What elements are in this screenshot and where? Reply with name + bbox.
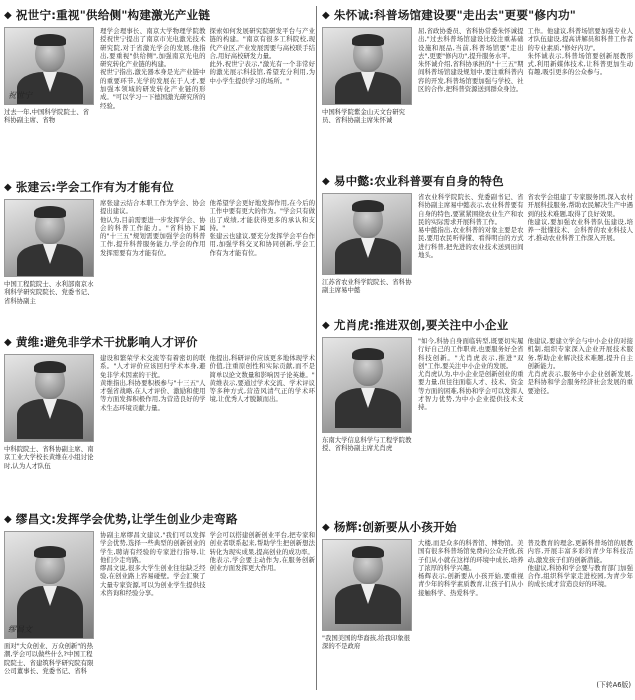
paragraph: 此外,祝世宁表示,"激光有一个非常好的激光展示科技馆,希望充分利用,为中小学生提供学习的场所。"	[209, 60, 315, 85]
text-column	[528, 27, 634, 169]
article-body	[4, 354, 315, 502]
paragraph: 理学会理事长、南京大学物理学院教授祝世宁提出了南京市光电激光技术研究院,对于省激光学会的发展,他指出,要重视"供给侧",加强南京光电的研究转化产业链的构建。	[100, 27, 206, 69]
article-body	[4, 531, 315, 693]
portrait-photo	[4, 354, 94, 442]
article-headline	[4, 178, 315, 196]
portrait-photo	[322, 539, 412, 631]
article-body	[322, 27, 633, 169]
photo-block	[322, 337, 412, 453]
photo-signature: 祝世宁	[8, 91, 32, 100]
article-zhang-jianyun	[4, 178, 315, 328]
paragraph: 杨辉表示,创新要从小孩开始,要重视青少年的科学素质教育,让孩子们从小接触科学、热爱科学。	[418, 572, 524, 597]
paragraph: 大楼,而是众多的科普馆、博物馆。美国有很多科普场馆免费向公众开放,孩子们从小就在这样的环境中成长,培养了浓厚的科学兴趣。	[418, 539, 524, 572]
portrait-photo	[322, 27, 412, 105]
article-text	[100, 531, 315, 693]
paragraph: 屈,省政协委员、省科协常委朱怀诚提出,"过去科普场馆建设比较注重基础设施和展品,当前,科普场馆要"走出去",更要"修内功",提升服务水平。	[418, 27, 524, 60]
photo-caption: 过去一年,中国科学院院士、省科协副主席、省物	[4, 108, 90, 125]
photo-block	[4, 199, 94, 305]
paragraph: 工作。他建议,科普场馆要加强专业人才队伍建设,提高讲解员和科普工作者的专业素质,"修好内功"。	[527, 27, 633, 52]
article-text	[418, 337, 633, 511]
article-text	[418, 193, 633, 310]
headline-text: 缪昌文:发挥学会优势,让学生创业少走弯路	[15, 512, 238, 526]
headline-text: 祝世宁:重视"供给侧"构建激光产业链	[15, 8, 211, 22]
diamond-icon: ◆	[322, 319, 330, 331]
right-column	[322, 0, 633, 700]
article-headline	[322, 6, 633, 24]
photo-signature: 缪昌文	[8, 625, 32, 634]
paragraph: 他建议,科协和学会要与教育部门加强合作,组织科学家走进校园,为青少年的成长成才营造良好的环境。	[527, 563, 633, 589]
paragraph: 他希望学会更好地发挥作用,在今后的工作中要有更大的作为。"学会只有做出了成绩,才能获得更多的承认和支持。"	[209, 199, 315, 232]
article-zhu-shishi	[4, 6, 315, 171]
text-column	[528, 193, 634, 310]
portrait-photo	[322, 337, 412, 433]
article-huang-wei	[4, 333, 315, 503]
paragraph: 尤肖虎表示,服务中小企业创新发展,是科协和学会服务经济社会发展的重要途径。	[527, 370, 633, 395]
photo-caption: 中国工程院院士、水利部南京水利科学研究院院长、党委书记、省科协副主	[4, 280, 94, 305]
photo-caption: 中科院院士、省科协副主席、南京工业大学校长黄维在小组讨论时,认为人才队伍	[4, 445, 94, 470]
portrait-photo	[4, 199, 94, 277]
headline-text: 朱怀诚:科普场馆建设要"走出去"更要"修内功"	[333, 8, 576, 22]
paragraph: 他表示,学会要主动作为,在服务创新创业方面发挥更大作用。	[209, 555, 315, 573]
article-text	[100, 27, 315, 167]
portrait-photo	[322, 193, 412, 275]
text-column	[418, 193, 524, 310]
article-text	[100, 354, 315, 502]
headline-text: 黄维:避免非学术干扰影响人才评价	[15, 335, 198, 349]
text-column	[418, 27, 524, 169]
photo-block	[322, 539, 412, 651]
continued-note: (下转A6版)	[596, 681, 631, 689]
paragraph: 省农学会组建了专家服务团,深入农村开展科技服务,帮助农民解决生产中遇到的技术难题,取得了良好效果。	[527, 193, 633, 218]
article-body	[322, 337, 633, 511]
photo-caption: 中国科学院紫金山天文台研究员、省科协副主席朱怀诚	[322, 108, 406, 125]
headline-text: 杨辉:创新要从小孩开始	[333, 520, 457, 534]
article-body	[4, 27, 315, 167]
photo-block	[322, 27, 412, 125]
paragraph: 朱怀诚表示,科普场馆要创新展教形式,利用新媒体技术,让科普更加生动有趣,吸引更多的公众参与。	[527, 51, 633, 77]
paragraph: 他建议,要加强农业科普队伍建设,培养一批懂技术、会科普的农业科技人才,推动农业科普工作深入开展。	[527, 217, 633, 243]
article-headline	[4, 510, 315, 528]
diamond-icon: ◆	[322, 9, 330, 21]
text-column	[100, 27, 206, 167]
paragraph: 朱怀诚介绍,省科协承担的"十三五"期间科普场馆建设规划中,要注重科普内容的开发,科普场馆要加强与学校、社区的合作,把科普资源送到群众身边。	[418, 60, 524, 94]
photo-block	[4, 354, 94, 470]
photo-block	[322, 193, 412, 295]
article-yi-zhongyi	[322, 172, 633, 312]
article-body	[322, 539, 633, 693]
headline-text: 易中懿:农业科普要有自身的特色	[333, 174, 504, 188]
paragraph: "如今,科协自身面临转型,既要切实履行好自己的工作职责,也要服务好全省科技创新。"尤肖虎表示,推进"双创"工作,要关注中小企业的发展。	[418, 337, 524, 370]
paragraph: 探索如何发展研究院研发平台与产业链的构建。"南京有很多工科院校,现代产业区,产业发展需要与高校联手结合,用好高校研发力量。	[209, 27, 315, 60]
photo-caption: 东南大学信息科学与工程学院教授、省科协副主席尤肖虎	[322, 436, 412, 453]
diamond-icon: ◆	[322, 521, 330, 533]
paragraph: 学会可以搭建创新创业平台,把专家和创业者联系起来,帮助学生把创新想法转化为现实成果,提高创业的成功率。	[209, 531, 315, 556]
paragraph: 建设和繁荣学术交流等有着密切的联系。"人才评价应该回归学术本身,避免非学术因素的干扰。	[100, 354, 206, 379]
article-headline	[322, 316, 633, 334]
text-column	[100, 531, 206, 693]
article-headline	[4, 6, 315, 24]
text-column	[210, 199, 316, 326]
paragraph: 省农业科学院院长、党委副书记、省科协副主席易中懿表示,农业科普要有自身的特色,要紧紧围绕农业生产和农民的实际需求开展科普工作。	[418, 193, 524, 226]
diamond-icon: ◆	[4, 9, 12, 21]
paragraph: 缪昌文说,很多大学生创业往往缺乏经验,在创业路上容易碰壁。学会汇聚了大量专家资源,可以为创业学生提供技术咨询和经验分享。	[100, 564, 206, 598]
article-yang-hui	[322, 518, 633, 696]
text-column	[528, 539, 634, 679]
article-zhu-huaicheng	[322, 6, 633, 171]
paragraph: 他建议,要建立学会与中小企业的对接机制,组织专家深入企业开展技术服务,帮助企业解决技术难题,提升自主创新能力。	[527, 337, 633, 370]
paragraph: 席张建云结合本职工作为学会、协会提出建议。	[100, 199, 206, 216]
paragraph: 尤肖虎认为,中小企业是创新创业的重要力量,但往往面临人才、技术、资金等方面的困难,科协和学会可以发挥人才智力优势,为中小企业提供技术支持。	[418, 370, 524, 412]
diamond-icon: ◆	[4, 181, 12, 193]
text-column	[210, 531, 316, 693]
diamond-icon: ◆	[4, 513, 12, 525]
headline-text: 尤肖虎:推进双创,要关注中小企业	[333, 318, 509, 332]
text-column	[418, 337, 524, 511]
article-headline	[4, 333, 315, 351]
photo-caption: 面对"大众创业、万众创新"的热潮,学会可以做些什么?中国工程院院士、省建筑科学研究院有限公司董事长、党委书记、省科	[4, 642, 94, 676]
diamond-icon: ◆	[322, 175, 330, 187]
paragraph: 普及教育的理念,更新科普场馆的展教内容,开展丰富多彩的青少年科技活动,激发孩子们的创新潜能。	[527, 539, 633, 564]
paragraph: 黄维表示,要通过学术交流、学术评议等多种方式,营造风清气正的学术环境,让优秀人才脱颖而出。	[209, 378, 315, 404]
text-column	[100, 354, 206, 502]
text-column	[100, 199, 206, 326]
photo-caption: 江苏省农业科学院院长、省科协副主席易中懿	[322, 278, 412, 295]
article-headline	[322, 518, 633, 536]
paragraph: 张建云也建议,要充分发挥学会平台作用,加强学科交叉和协同创新,学会工作有为才能有位。	[209, 232, 315, 257]
text-column	[528, 337, 634, 511]
article-headline	[322, 172, 633, 190]
paragraph: 他提出,科研评价应该更多地体现学术价值,注重原创性和实际贡献,而不是简单以论文数量和影响因子论英雄。"	[209, 354, 315, 379]
headline-text: 张建云:学会工作有为才能有位	[15, 180, 175, 194]
paragraph: 黄维指出,科协要积极参与"十三五"人才强省战略,在人才评价、激励和使用等方面发挥积极作用,为营造良好的学术生态环境贡献力量。	[100, 378, 206, 412]
article-text	[418, 539, 633, 679]
article-you-zhaofa	[322, 316, 633, 512]
diamond-icon: ◆	[4, 336, 12, 348]
text-column	[418, 539, 524, 679]
article-miao-changwen	[4, 510, 315, 696]
text-column	[210, 27, 316, 167]
photo-block	[4, 531, 94, 676]
paragraph: 协副主席缪昌文建议,"我们可以发挥学会优势,选择一些典型的创新创业的学生,聘请有经验的专家进行指导,让他们少走弯路。	[100, 531, 206, 564]
paragraph: 祝世宁指出,激光器本身是光产业链中的重要环节,光学的发展在于人才,要加强本领域的研发转化产业链的形成。"可以学习一下德国激光研究所的经验。	[100, 68, 206, 110]
portrait-photo	[4, 531, 94, 639]
article-body	[4, 199, 315, 326]
photo-caption: "我国美国的华裔孩,给我印象很深的不是政府	[322, 634, 411, 651]
article-text	[418, 27, 633, 169]
paragraph: 易中懿指出,农业科普的对象主要是农民,要用农民听得懂、看得明白的方式进行科普,把先进的农业技术送到田间地头。	[418, 226, 524, 260]
paragraph: 他认为,目前需要进一步发挥学会、协会的科普工作能力。"省科协下属的"十三五"规划需要加强学会的科普工作,提升科普服务能力,学会的作用发挥需要有为才能有位。	[100, 215, 206, 257]
text-column	[210, 354, 316, 502]
left-column	[4, 0, 315, 700]
article-text	[100, 199, 315, 326]
portrait-photo	[4, 27, 94, 105]
photo-block	[4, 27, 94, 125]
column-divider	[316, 6, 317, 690]
article-body	[322, 193, 633, 310]
